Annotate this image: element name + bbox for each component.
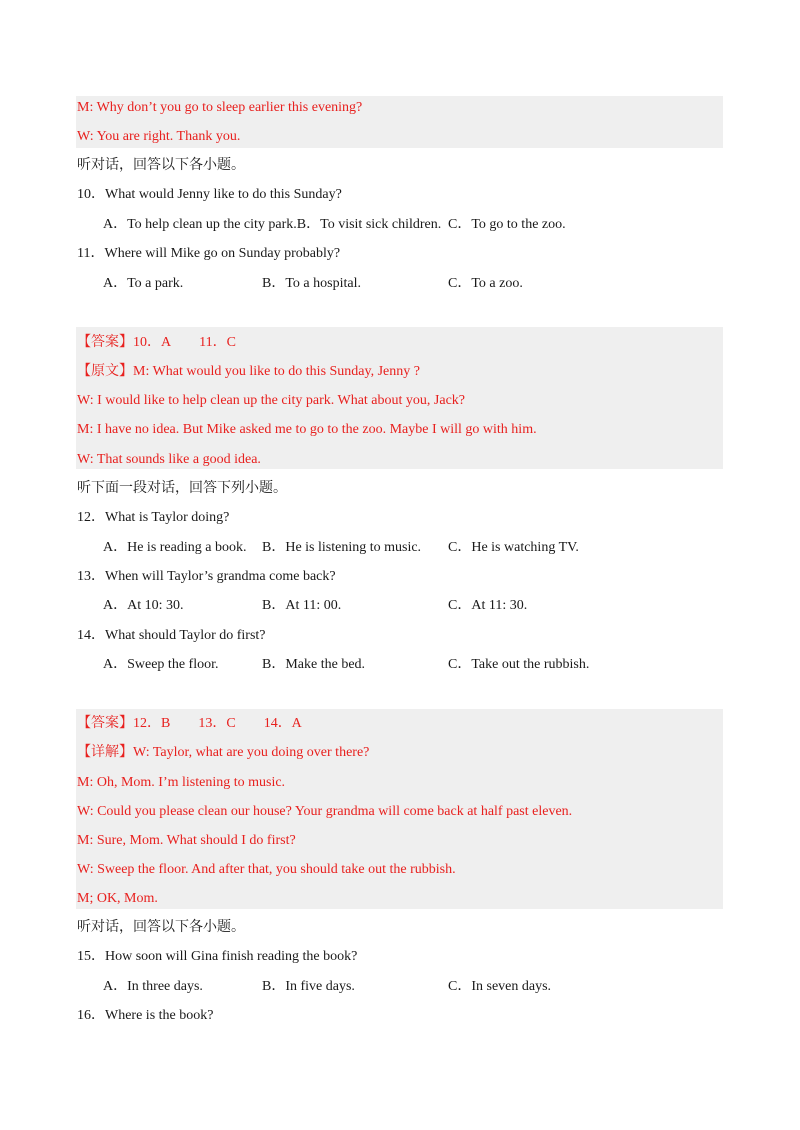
transcript-line: M: Sure, Mom. What should I do first? xyxy=(77,833,296,848)
option-12-b: B．He is listening to music. xyxy=(262,540,422,555)
answer-11: 11．C xyxy=(199,335,236,350)
original-line xyxy=(77,363,420,381)
transcript-line: M: What would you like to do this Sunday, Jenny ? xyxy=(133,364,420,379)
answer-line-1 xyxy=(77,334,236,352)
option-11-b: B．To a hospital. xyxy=(262,276,361,291)
answer-10: 10．A xyxy=(133,335,172,350)
answer-13: 13．C xyxy=(198,716,236,731)
answer-14: 14．A xyxy=(263,716,302,731)
question-16: 16．Where is the book? xyxy=(77,1008,214,1023)
question-10: 10．What would Jenny like to do this Sunday? xyxy=(77,187,342,202)
transcript-line: W: Sweep the floor. And after that, you should take out the rubbish. xyxy=(77,862,456,877)
question-15: 15．How soon will Gina finish reading the book? xyxy=(77,949,358,964)
detail-line xyxy=(77,744,369,762)
transcript-line: M: Why don’t you go to sleep earlier this evening? xyxy=(77,100,363,115)
transcript-line: W: I would like to help clean up the city park. What about you, Jack? xyxy=(77,393,465,408)
instruction: 听对话，回答以下各小题。 xyxy=(77,920,245,935)
option-15-a: A．In three days. xyxy=(103,979,203,994)
detail-label: 【详解】 xyxy=(77,745,133,760)
option-14-a: A．Sweep the floor. xyxy=(103,657,219,672)
option-13-a: A．At 10: 30. xyxy=(103,598,184,613)
answer-line-2 xyxy=(77,715,302,733)
option-13-b: B．At 11: 00. xyxy=(262,598,342,613)
transcript-line: W: You are right. Thank you. xyxy=(77,129,241,144)
transcript-line: W: That sounds like a good idea. xyxy=(77,452,261,467)
question-11: 11．Where will Mike go on Sunday probably? xyxy=(77,246,341,261)
answer-label: 【答案】 xyxy=(77,335,133,350)
option-12-a: A．He is reading a book. xyxy=(103,540,247,555)
option-11-a: A．To a park. xyxy=(103,276,184,291)
option-15-b: B．In five days. xyxy=(262,979,355,994)
question-14: 14．What should Taylor do first? xyxy=(77,628,266,643)
transcript-line: M: Oh, Mom. I’m listening to music. xyxy=(77,775,286,790)
option-13-c: C．At 11: 30. xyxy=(448,598,528,613)
transcript-line: M; OK, Mom. xyxy=(77,891,158,906)
original-label: 【原文】 xyxy=(77,364,133,379)
question-13: 13．When will Taylor’s grandma come back? xyxy=(77,569,336,584)
answer-12: 12．B xyxy=(133,716,171,731)
option-11-c: C．To a zoo. xyxy=(448,276,523,291)
option-15-c: C．In seven days. xyxy=(448,979,552,994)
option-12-c: C．He is watching TV. xyxy=(448,540,579,555)
transcript-line: W: Taylor, what are you doing over there? xyxy=(133,745,370,760)
question-12: 12．What is Taylor doing? xyxy=(77,510,230,525)
answer-label: 【答案】 xyxy=(77,716,133,731)
option-10-ab: A．To help clean up the city park.B．To visit sick children. xyxy=(103,217,442,232)
option-14-c: C．Take out the rubbish. xyxy=(448,657,590,672)
option-14-b: B．Make the bed. xyxy=(262,657,366,672)
instruction: 听对话，回答以下各小题。 xyxy=(77,158,245,173)
instruction: 听下面一段对话，回答下列小题。 xyxy=(77,481,287,496)
option-10-c: C．To go to the zoo. xyxy=(448,217,566,232)
transcript-line: W: Could you please clean our house? Your grandma will come back at half past eleven. xyxy=(77,804,573,819)
transcript-line: M: I have no idea. But Mike asked me to go to the zoo. Maybe I will go with him. xyxy=(77,422,537,437)
